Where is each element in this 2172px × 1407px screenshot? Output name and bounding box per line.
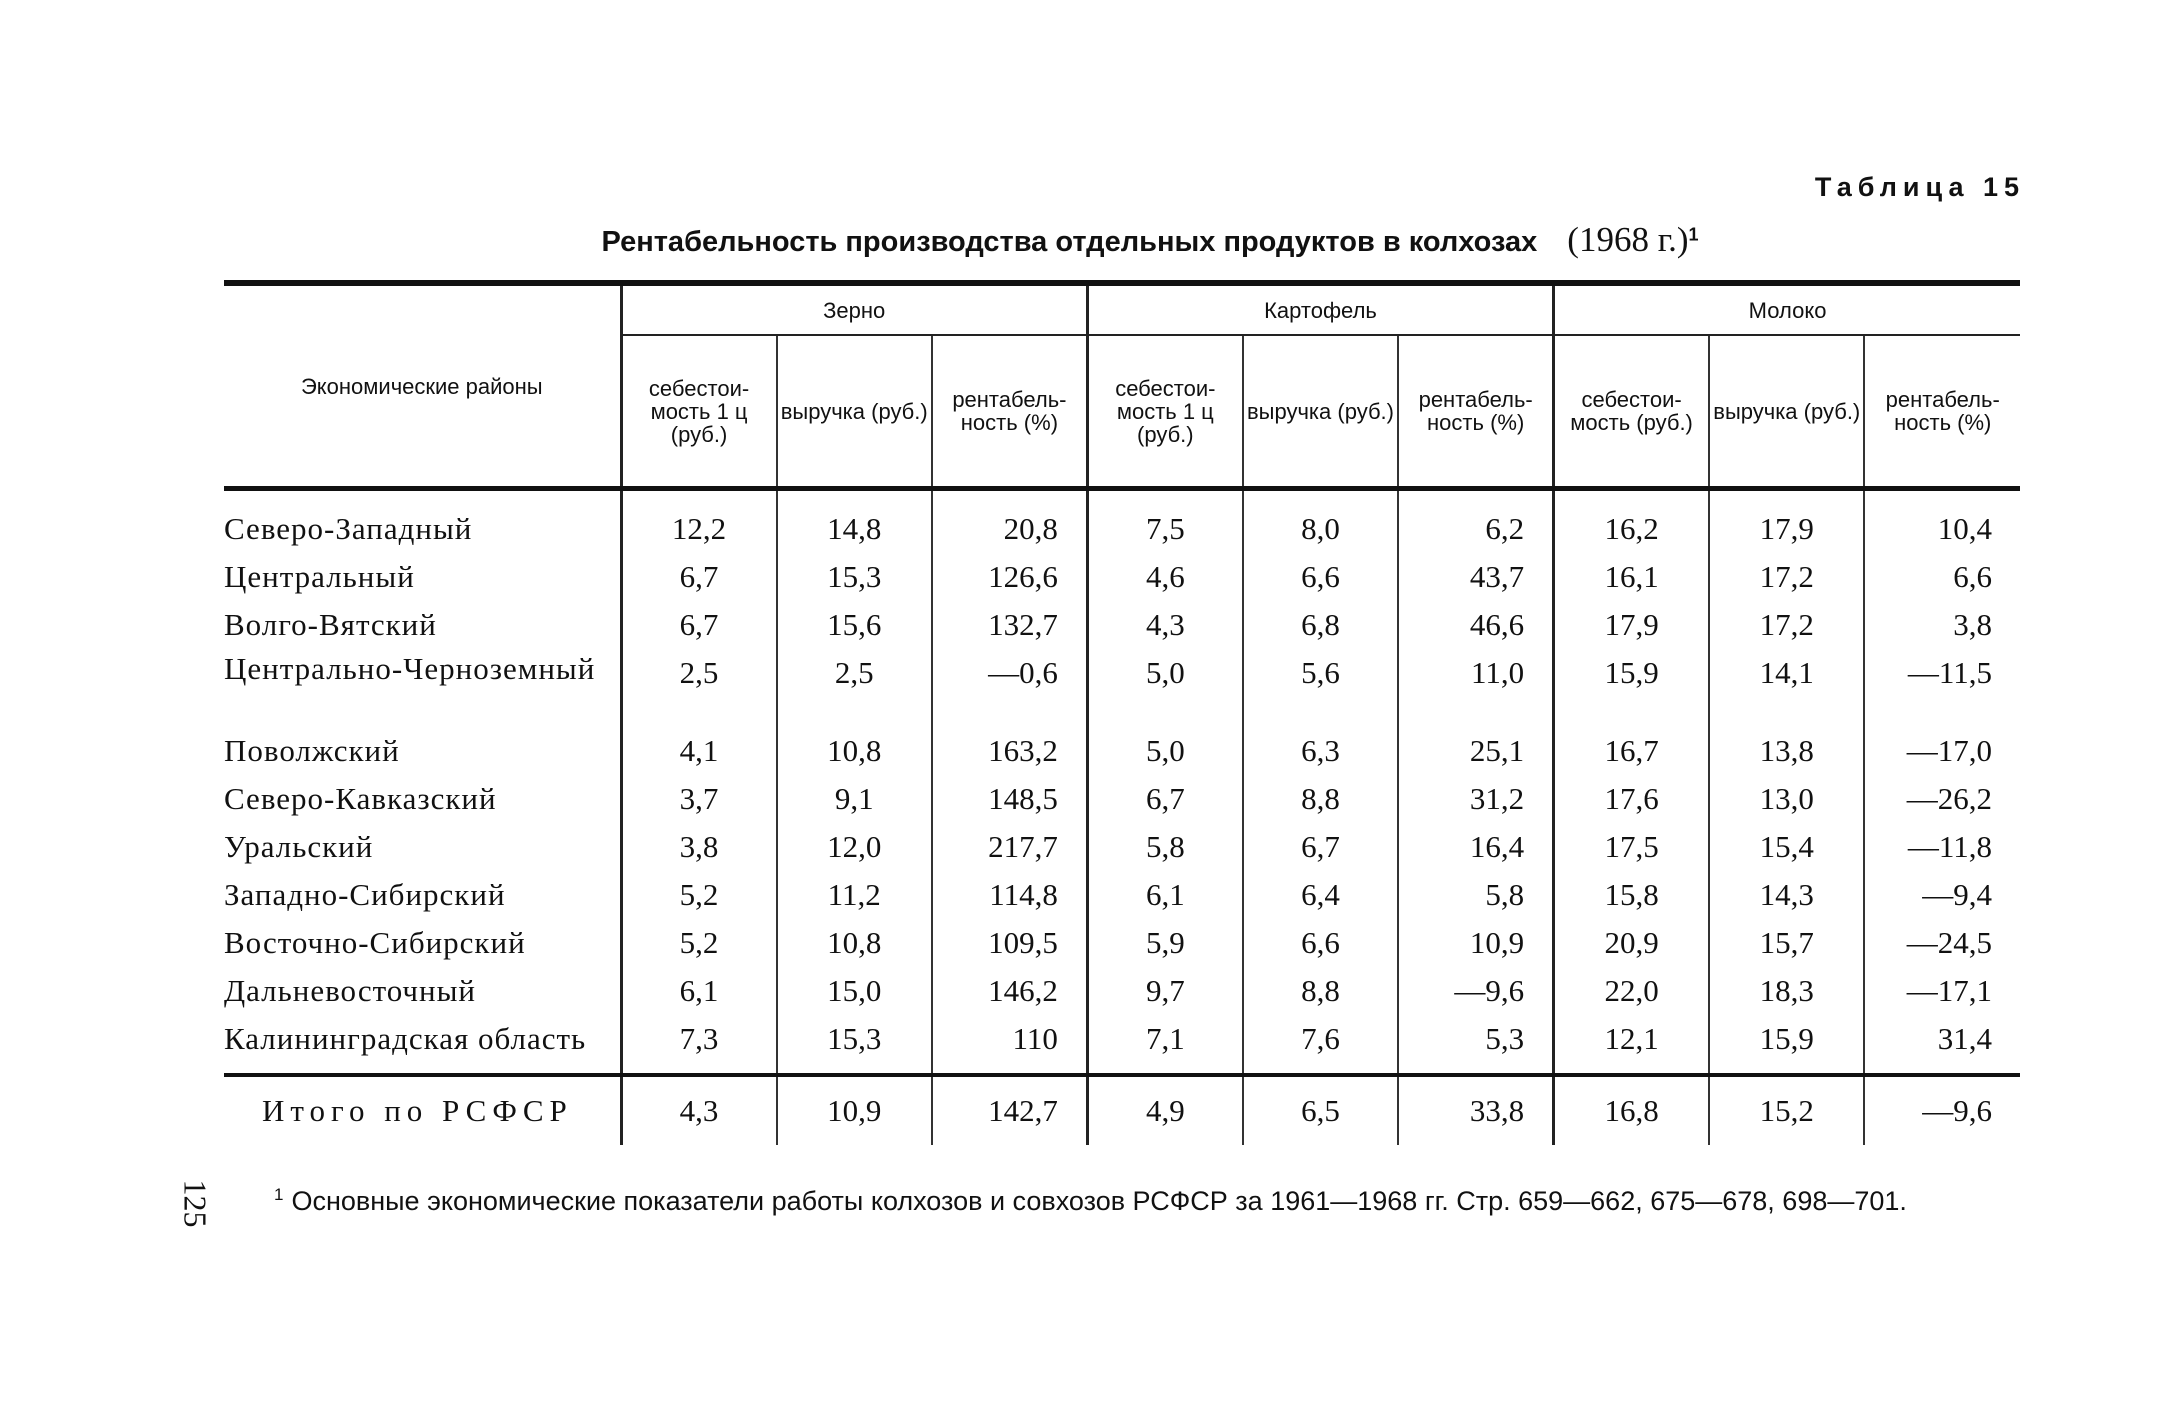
potato-profit: 11,0 (1398, 649, 1553, 727)
milk-revenue: 15,7 (1709, 919, 1864, 967)
grain-revenue: 11,2 (777, 871, 932, 919)
grain-revenue: 10,8 (777, 919, 932, 967)
potato-cost: 7,1 (1087, 1015, 1242, 1075)
grain-profit: 114,8 (932, 871, 1087, 919)
header-grain-revenue: выручка (руб.) (777, 335, 932, 489)
potato-cost: 4,6 (1087, 553, 1242, 601)
grain-revenue: 12,0 (777, 823, 932, 871)
grain-revenue: 15,6 (777, 601, 932, 649)
header-milk-cost: себестои-мость (руб.) (1554, 335, 1709, 489)
header-region: Экономические районы (224, 283, 621, 489)
total-potato-revenue: 6,5 (1243, 1075, 1398, 1145)
header-potato-revenue: выручка (руб.) (1243, 335, 1398, 489)
header-grain-cost: себестои-мость 1 ц (руб.) (621, 335, 776, 489)
grain-cost: 6,7 (621, 553, 776, 601)
milk-cost: 20,9 (1554, 919, 1709, 967)
milk-cost: 17,6 (1554, 775, 1709, 823)
header-grain-profit: рентабель-ность (%) (932, 335, 1087, 489)
table-row (224, 871, 2020, 919)
milk-cost: 16,1 (1554, 553, 1709, 601)
footnote-mark: 1 (274, 1185, 284, 1204)
potato-cost: 5,9 (1087, 919, 1242, 967)
milk-revenue: 14,1 (1709, 649, 1864, 727)
header-group-grain: Зерно (621, 283, 1087, 335)
header-potato-cost: себестои-мость 1 ц (руб.) (1087, 335, 1242, 489)
potato-revenue: 7,6 (1243, 1015, 1398, 1075)
potato-revenue: 5,6 (1243, 649, 1398, 727)
potato-cost: 6,1 (1087, 871, 1242, 919)
region-name: Центральный (224, 559, 415, 594)
potato-profit: 46,6 (1398, 601, 1553, 649)
milk-revenue: 13,8 (1709, 727, 1864, 775)
milk-cost: 16,2 (1554, 505, 1709, 553)
potato-revenue: 6,6 (1243, 553, 1398, 601)
potato-profit: 31,2 (1398, 775, 1553, 823)
total-milk-revenue: 15,2 (1709, 1075, 1864, 1145)
potato-profit: 5,3 (1398, 1015, 1553, 1075)
grain-profit: 148,5 (932, 775, 1087, 823)
milk-revenue: 14,3 (1709, 871, 1864, 919)
potato-cost: 5,0 (1087, 649, 1242, 727)
region-name: Волго-Вятский (224, 607, 437, 642)
potato-revenue: 6,7 (1243, 823, 1398, 871)
table-row (224, 919, 2020, 967)
region-name: Калининградская область (224, 1021, 587, 1056)
header-milk-profit: рентабель-ность (%) (1864, 335, 2020, 489)
milk-profit: —17,1 (1864, 967, 2020, 1015)
milk-profit: 6,6 (1864, 553, 2020, 601)
potato-revenue: 6,6 (1243, 919, 1398, 967)
grain-cost: 5,2 (621, 871, 776, 919)
title-text: Рентабельность производства отдельных продуктов в колхозах (601, 226, 1538, 258)
potato-profit: 10,9 (1398, 919, 1553, 967)
header-group-row (224, 283, 2020, 335)
header-rule (224, 489, 2020, 506)
grain-cost: 5,2 (621, 919, 776, 967)
total-milk-profit: —9,6 (1864, 1075, 2020, 1145)
grain-profit: 110 (932, 1015, 1087, 1075)
potato-revenue: 6,8 (1243, 601, 1398, 649)
table-row (224, 505, 2020, 553)
region-name: Северо-Западный (224, 511, 473, 546)
milk-revenue: 17,2 (1709, 601, 1864, 649)
region-name: Восточно-Сибирский (224, 925, 526, 960)
milk-profit: 10,4 (1864, 505, 2020, 553)
potato-profit: 6,2 (1398, 505, 1553, 553)
grain-profit: 146,2 (932, 967, 1087, 1015)
table-row (224, 553, 2020, 601)
region-name (224, 649, 621, 727)
table-row (224, 775, 2020, 823)
potato-revenue: 8,8 (1243, 775, 1398, 823)
profitability-table (224, 280, 2020, 1145)
grain-profit: 217,7 (932, 823, 1087, 871)
grain-revenue: 2,5 (777, 649, 932, 727)
milk-profit: —11,8 (1864, 823, 2020, 871)
region-name: Западно-Сибирский (224, 877, 506, 912)
potato-profit: —9,6 (1398, 967, 1553, 1015)
potato-cost: 5,8 (1087, 823, 1242, 871)
table-row (224, 1015, 2020, 1075)
milk-cost: 22,0 (1554, 967, 1709, 1015)
potato-revenue: 6,4 (1243, 871, 1398, 919)
potato-profit: 25,1 (1398, 727, 1553, 775)
milk-profit: 31,4 (1864, 1015, 2020, 1075)
grain-profit: 109,5 (932, 919, 1087, 967)
potato-cost: 7,5 (1087, 505, 1242, 553)
grain-cost: 4,1 (621, 727, 776, 775)
total-potato-cost: 4,9 (1087, 1075, 1242, 1145)
milk-revenue: 18,3 (1709, 967, 1864, 1015)
grain-cost: 3,8 (621, 823, 776, 871)
milk-profit: —17,0 (1864, 727, 2020, 775)
grain-cost: 6,1 (621, 967, 776, 1015)
grain-profit: 126,6 (932, 553, 1087, 601)
header-milk-revenue: выручка (руб.) (1709, 335, 1864, 489)
table-row (224, 823, 2020, 871)
total-potato-profit: 33,8 (1398, 1075, 1553, 1145)
region-name: Поволжский (224, 733, 400, 768)
table-row (224, 601, 2020, 649)
grain-profit: 163,2 (932, 727, 1087, 775)
potato-revenue: 8,8 (1243, 967, 1398, 1015)
data-table-wrap (224, 280, 2020, 1145)
grain-cost: 7,3 (621, 1015, 776, 1075)
potato-profit: 43,7 (1398, 553, 1553, 601)
milk-profit: —26,2 (1864, 775, 2020, 823)
grain-revenue: 9,1 (777, 775, 932, 823)
region-name: Уральский (224, 829, 374, 864)
potato-profit: 5,8 (1398, 871, 1553, 919)
milk-cost: 15,8 (1554, 871, 1709, 919)
potato-cost: 9,7 (1087, 967, 1242, 1015)
milk-cost: 15,9 (1554, 649, 1709, 727)
milk-revenue: 15,4 (1709, 823, 1864, 871)
milk-cost: 12,1 (1554, 1015, 1709, 1075)
potato-revenue: 8,0 (1243, 505, 1398, 553)
grain-cost: 2,5 (621, 649, 776, 727)
grain-revenue: 14,8 (777, 505, 932, 553)
potato-cost: 6,7 (1087, 775, 1242, 823)
potato-revenue: 6,3 (1243, 727, 1398, 775)
grain-profit: 20,8 (932, 505, 1087, 553)
grain-cost: 6,7 (621, 601, 776, 649)
header-group-milk: Молоко (1554, 283, 2020, 335)
page-number: 125 (177, 1179, 214, 1228)
table-row (224, 727, 2020, 775)
region-name: Дальневосточный (224, 973, 477, 1008)
region-name: Северо-Кавказский (224, 781, 497, 816)
total-row (224, 1075, 2020, 1145)
milk-revenue: 17,2 (1709, 553, 1864, 601)
table-label: Таблица 15 (1814, 172, 2025, 202)
title-footnote-mark: 1 (1688, 224, 1699, 245)
grain-cost: 3,7 (621, 775, 776, 823)
total-milk-cost: 16,8 (1554, 1075, 1709, 1145)
milk-profit: —9,4 (1864, 871, 2020, 919)
grain-revenue: 15,3 (777, 553, 932, 601)
milk-cost: 17,9 (1554, 601, 1709, 649)
milk-cost: 16,7 (1554, 727, 1709, 775)
milk-profit: —11,5 (1864, 649, 2020, 727)
table-row (224, 967, 2020, 1015)
potato-cost: 5,0 (1087, 727, 1242, 775)
table-title (420, 220, 1880, 260)
total-grain-profit: 142,7 (932, 1075, 1087, 1145)
footnote-text: Основные экономические показатели работы колхозов и совхозов РСФСР за 1961—1968 гг. Стр. 659—662, 675—678, 698—701. (291, 1186, 1907, 1216)
grain-cost: 12,2 (621, 505, 776, 553)
footnote (224, 1178, 2024, 1218)
header-group-potato: Картофель (1087, 283, 1553, 335)
grain-revenue: 15,0 (777, 967, 932, 1015)
grain-profit: 132,7 (932, 601, 1087, 649)
region-name-text: Центрально-Черноземный (224, 651, 596, 686)
milk-cost: 17,5 (1554, 823, 1709, 871)
grain-revenue: 10,8 (777, 727, 932, 775)
header-potato-profit: рентабель-ность (%) (1398, 335, 1553, 489)
milk-revenue: 17,9 (1709, 505, 1864, 553)
title-year: (1968 г.) (1567, 220, 1689, 259)
potato-profit: 16,4 (1398, 823, 1553, 871)
total-label: Итого по РСФСР (224, 1075, 621, 1145)
milk-profit: 3,8 (1864, 601, 2020, 649)
total-grain-cost: 4,3 (621, 1075, 776, 1145)
table-row (224, 649, 2020, 727)
grain-profit: —0,6 (932, 649, 1087, 727)
potato-cost: 4,3 (1087, 601, 1242, 649)
milk-revenue: 15,9 (1709, 1015, 1864, 1075)
grain-revenue: 15,3 (777, 1015, 932, 1075)
milk-profit: —24,5 (1864, 919, 2020, 967)
total-grain-revenue: 10,9 (777, 1075, 932, 1145)
milk-revenue: 13,0 (1709, 775, 1864, 823)
